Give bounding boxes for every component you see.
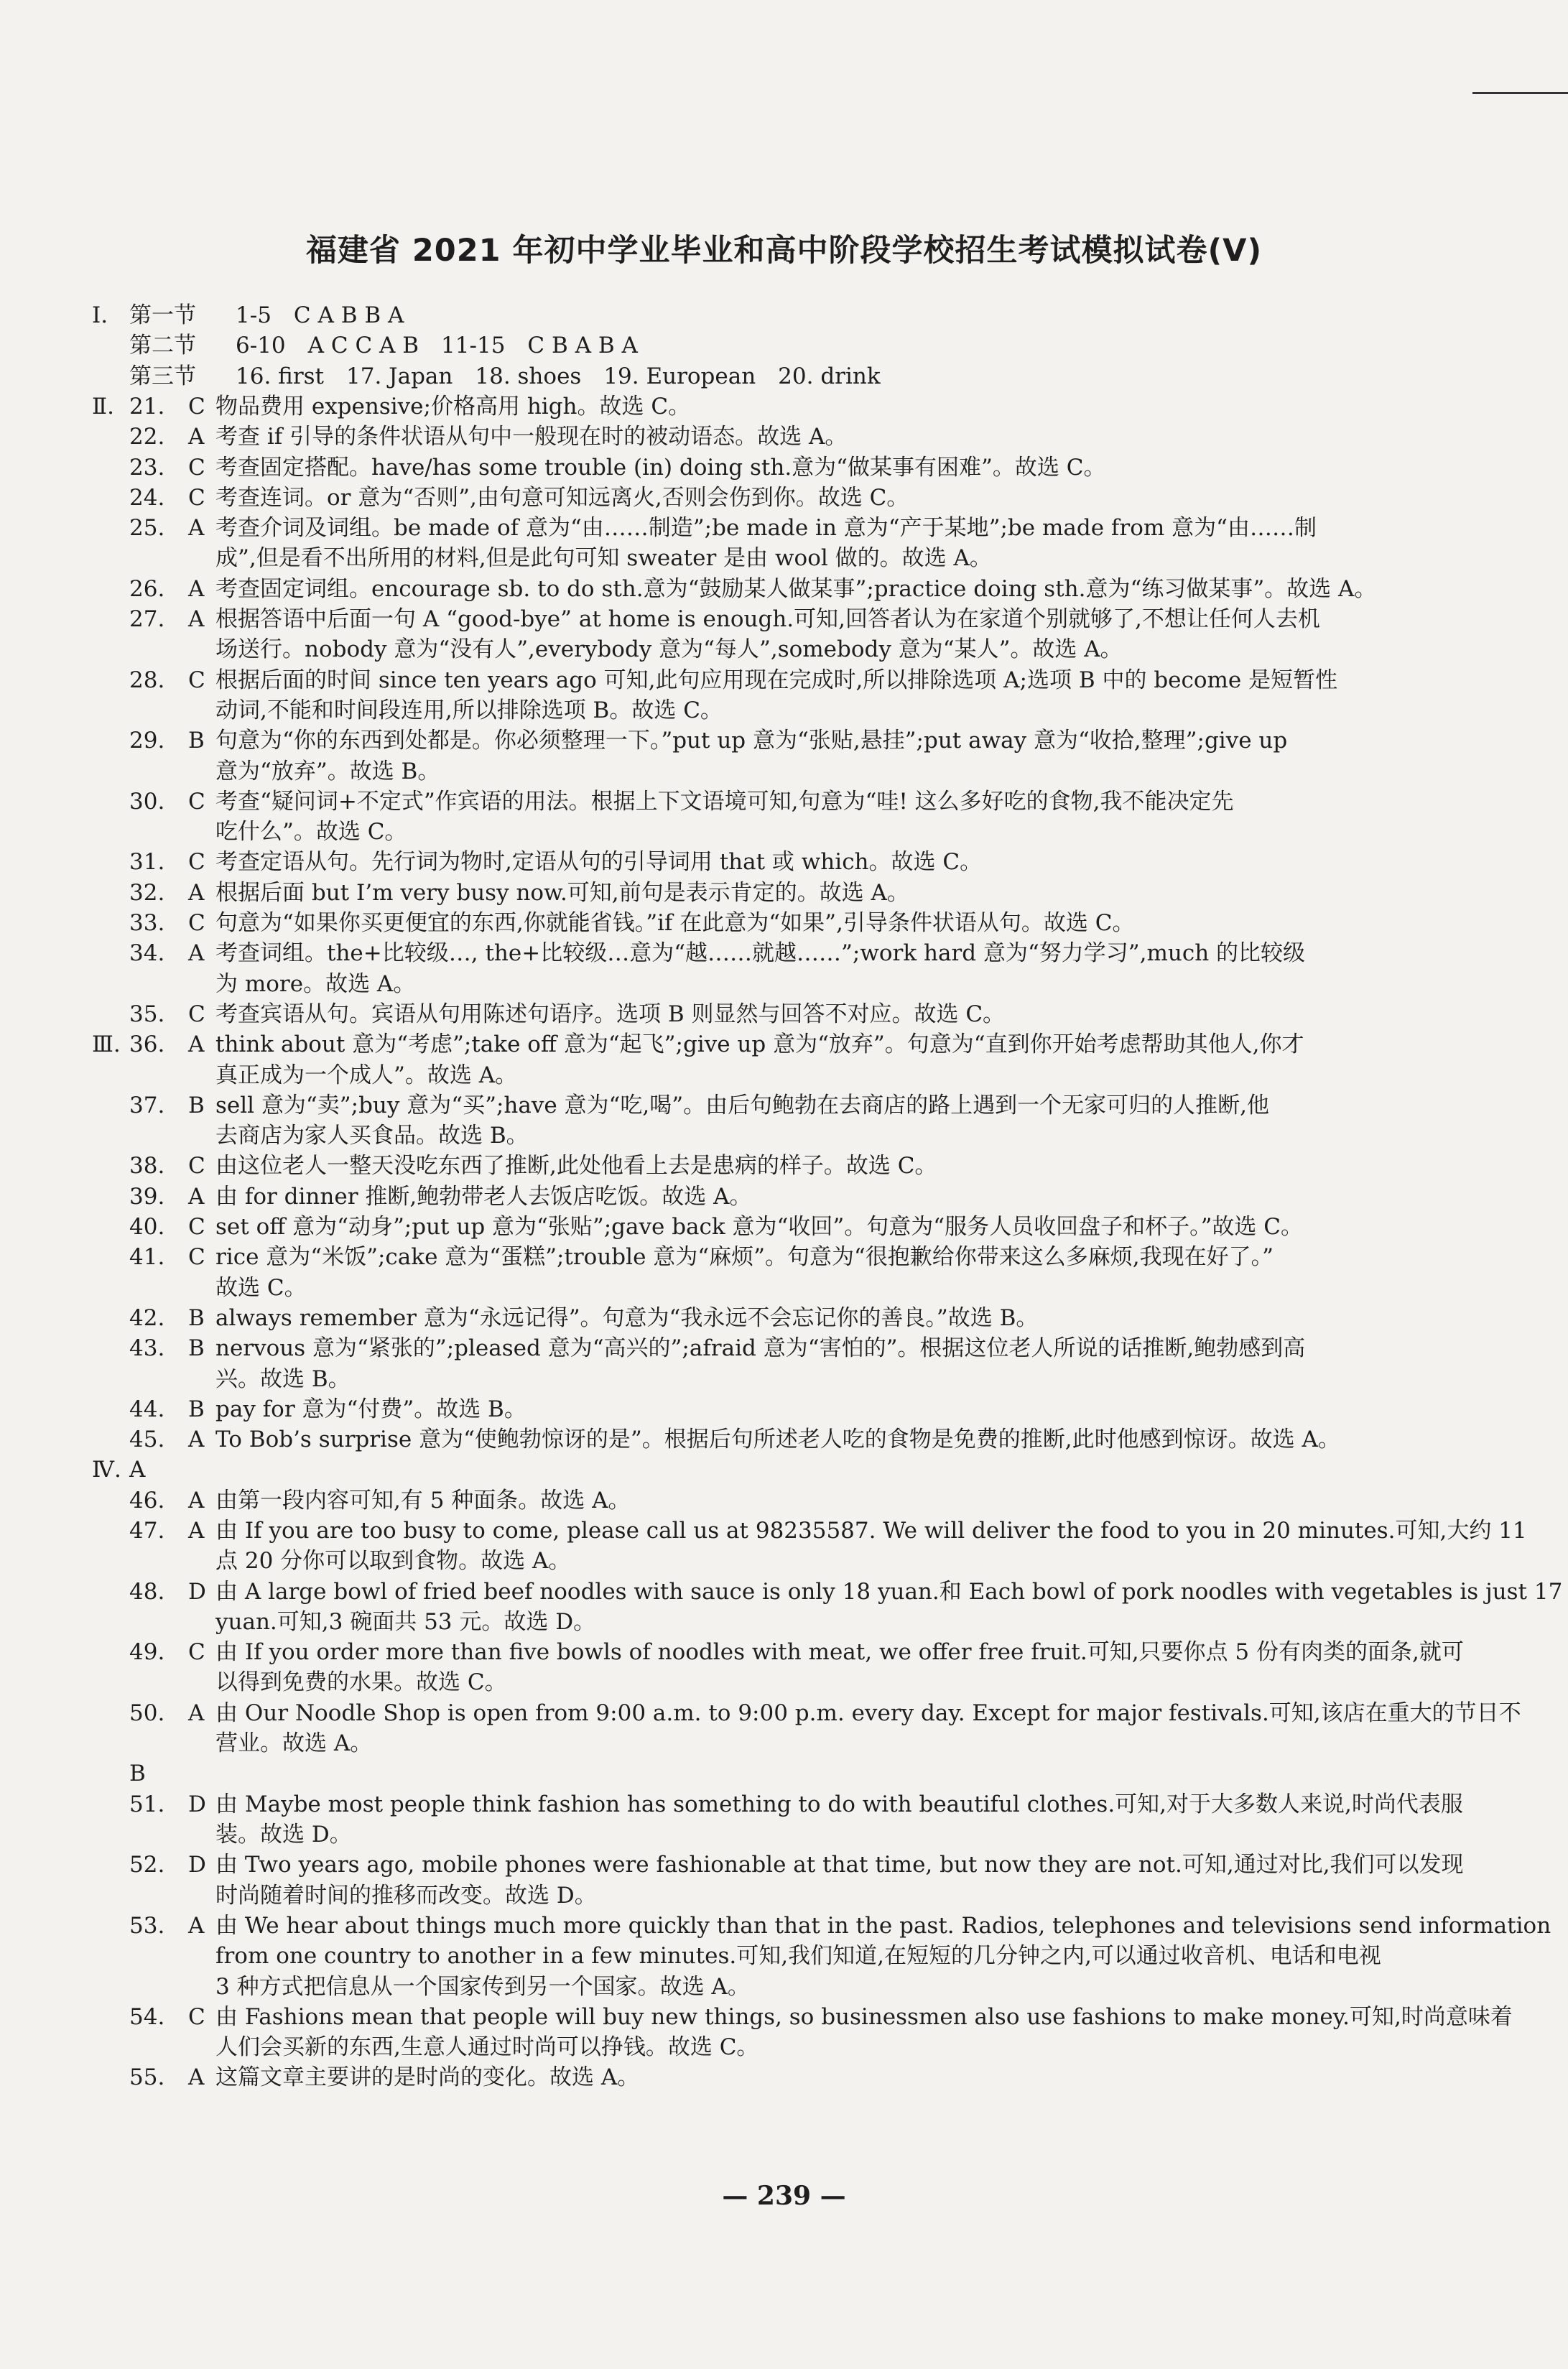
explanation-text: 考查介词及词组。be made of 意为“由……制造”;be made in 意为“产于某地”;be made from 意为“由……制 [215, 515, 1317, 541]
section-numeral: Ⅳ. [92, 1457, 121, 1483]
explanation-text: 场送行。nobody 意为“没有人”,everybody 意为“每人”,somebody 意为“某人”。故选 A。 [215, 636, 1123, 662]
explanation-text: 由 Two years ago, mobile phones were fashionable at that time, but now they are not.可知,通过对比,我们可以发现 [215, 1852, 1464, 1878]
explanation-text: 句意为“如果你买更便宜的东西,你就能省钱。”if 在此意为“如果”,引导条件状语从句。故选 C。 [215, 910, 1135, 936]
page-number: — 239 — [722, 2181, 846, 2211]
answer-letter: C [188, 485, 205, 511]
answer-letter: B [188, 1305, 205, 1331]
section-numeral: Ⅱ. [92, 394, 114, 419]
explanation-text: 1-5 C A B B A [236, 302, 404, 328]
item-number: A [129, 1457, 146, 1483]
explanation-text: 考查宾语从句。宾语从句用陈述句语序。选项 B 则显然与回答不对应。故选 C。 [215, 1001, 1006, 1027]
item-number: 52. [129, 1852, 165, 1878]
item-number: 27. [129, 606, 165, 632]
item-number: 42. [129, 1305, 165, 1331]
answer-letter: C [188, 849, 205, 875]
item-number: 37. [129, 1093, 165, 1118]
explanation-text: 考查“疑问词+不定式”作宾语的用法。根据上下文语境可知,句意为“哇! 这么多好吃的食物,我不能决定先 [215, 789, 1234, 815]
item-number: 50. [129, 1700, 165, 1726]
explanation-text: 考查连词。or 意为“否则”,由句意可知远离火,否则会伤到你。故选 C。 [215, 485, 909, 511]
corner-rule [1472, 92, 1568, 94]
answer-letter: C [188, 1001, 205, 1027]
item-number: 48. [129, 1579, 165, 1605]
item-number: 21. [129, 394, 165, 419]
explanation-text: 物品费用 expensive;价格高用 high。故选 C。 [215, 394, 691, 419]
item-number: 24. [129, 485, 165, 511]
explanation-text: 考查词组。the+比较级…, the+比较级…意为“越……就越……”;work hard 意为“努力学习”,much 的比较级 [215, 940, 1306, 966]
section-numeral: Ⅲ. [92, 1031, 121, 1057]
explanation-text: 为 more。故选 A。 [215, 971, 416, 997]
explanation-text: 考查固定词组。encourage sb. to do sth.意为“鼓励某人做某事”;practice doing sth.意为“练习做某事”。故选 A。 [215, 576, 1377, 602]
answer-letter: A [188, 1700, 205, 1726]
item-number: 35. [129, 1001, 165, 1027]
explanation-text: 时尚随着时间的推移而改变。故选 D。 [215, 1883, 597, 1909]
answer-letter: A [188, 1518, 205, 1544]
answer-letter: B [188, 1335, 205, 1361]
answer-letter: A [188, 1427, 205, 1452]
answer-letter: B [188, 1093, 205, 1118]
answer-letter: A [188, 940, 205, 966]
item-number: 45. [129, 1427, 165, 1452]
explanation-text: pay for 意为“付费”。故选 B。 [215, 1396, 526, 1422]
answer-letter: D [188, 1579, 206, 1605]
explanation-text: 营业。故选 A。 [215, 1730, 373, 1756]
explanation-text: 由 for dinner 推断,鲍勃带老人去饭店吃饭。故选 A。 [215, 1184, 752, 1210]
item-number: 55. [129, 2064, 165, 2090]
item-number: 40. [129, 1214, 165, 1240]
item-number: 30. [129, 789, 165, 815]
explanation-text: 真正成为一个成人”。故选 A。 [215, 1062, 518, 1088]
answer-letter: B [188, 1396, 205, 1422]
explanation-text: rice 意为“米饭”;cake 意为“蛋糕”;trouble 意为“麻烦”。句意为“很抱歉给你带来这么多麻烦,我现在好了。” [215, 1244, 1274, 1270]
explanation-text: 由 We hear about things much more quickly than that in the past. Radios, telephones and televisions send information [215, 1913, 1551, 1939]
answer-letter: C [188, 1639, 205, 1665]
item-number: 41. [129, 1244, 165, 1270]
item-number: 43. [129, 1335, 165, 1361]
answer-letter: C [188, 1153, 205, 1179]
item-number: 29. [129, 728, 165, 754]
explanation-text: 根据答语中后面一句 A “good-bye” at home is enough.可知,回答者认为在家道个别就够了,不想让任何人去机 [215, 606, 1320, 632]
answer-letter: A [188, 1913, 205, 1939]
explanation-text: 由 A large bowl of fried beef noodles with sauce is only 18 yuan.和 Each bowl of pork noodles with vegetables is just 17 [215, 1579, 1563, 1605]
item-number: 38. [129, 1153, 165, 1179]
explanation-text: 由 Maybe most people think fashion has something to do with beautiful clothes.可知,对于大多数人来说,时尚代表服 [215, 1791, 1463, 1817]
explanation-text: 句意为“你的东西到处都是。你必须整理一下。”put up 意为“张贴,悬挂”;put away 意为“收拾,整理”;give up [215, 728, 1288, 754]
item-number: 22. [129, 424, 165, 450]
item-number: 32. [129, 880, 165, 906]
item-number: 46. [129, 1488, 165, 1513]
explanation-text: 根据后面 but I’m very busy now.可知,前句是表示肯定的。故选 A。 [215, 880, 909, 906]
answer-letter: C [188, 1244, 205, 1270]
item-number: 39. [129, 1184, 165, 1210]
item-number: 47. [129, 1518, 165, 1544]
explanation-text: 人们会买新的东西,生意人通过时尚可以挣钱。故选 C。 [215, 2034, 759, 2060]
explanation-text: 考查固定搭配。have/has some trouble (in) doing sth.意为“做某事有困难”。故选 C。 [215, 455, 1106, 481]
item-number: 第二节 [129, 333, 196, 358]
explanation-text: always remember 意为“永远记得”。句意为“我永远不会忘记你的善良。”故选 B。 [215, 1305, 1039, 1331]
item-number: 36. [129, 1031, 165, 1057]
answer-letter: C [188, 910, 205, 936]
explanation-text: 由 If you order more than five bowls of noodles with meat, we offer free fruit.可知,只要你点 5 份有肉类的面条,就可 [215, 1639, 1464, 1665]
explanation-text: 由 Fashions mean that people will buy new things, so businessmen also use fashions to make money.可知,时尚意味着 [215, 2004, 1513, 2030]
explanation-text: 6-10 A C C A B 11-15 C B A B A [236, 333, 638, 358]
item-number: 25. [129, 515, 165, 541]
answer-letter: C [188, 1214, 205, 1240]
explanation-text: 以得到免费的水果。故选 C。 [215, 1669, 507, 1695]
answer-letter: C [188, 2004, 205, 2030]
explanation-text: 点 20 分你可以取到食物。故选 A。 [215, 1548, 571, 1574]
explanation-text: 装。故选 D。 [215, 1822, 352, 1848]
answer-letter: A [188, 576, 205, 602]
answer-letter: A [188, 880, 205, 906]
explanation-text: To Bob’s surprise 意为“使鲍勃惊讶的是”。根据后句所述老人吃的食物是免费的推断,此时他感到惊讶。故选 A。 [215, 1427, 1340, 1452]
explanation-text: 由这位老人一整天没吃东西了推断,此处他看上去是患病的样子。故选 C。 [215, 1153, 937, 1179]
item-number: 26. [129, 576, 165, 602]
answer-letter: C [188, 394, 205, 419]
answer-letter: C [188, 667, 205, 693]
item-number: 53. [129, 1913, 165, 1939]
explanation-text: 由第一段内容可知,有 5 种面条。故选 A。 [215, 1488, 631, 1513]
answer-letter: D [188, 1852, 206, 1878]
item-number: 23. [129, 455, 165, 481]
explanation-text: nervous 意为“紧张的”;pleased 意为“高兴的”;afraid 意为“害怕的”。根据这位老人所说的话推断,鲍勃感到高 [215, 1335, 1306, 1361]
item-number: 49. [129, 1639, 165, 1665]
explanation-text: 3 种方式把信息从一个国家传到另一个国家。故选 A。 [215, 1974, 750, 2000]
answer-letter: A [188, 1488, 205, 1513]
answer-letter: A [188, 2064, 205, 2090]
item-number: 54. [129, 2004, 165, 2030]
item-number: 51. [129, 1791, 165, 1817]
item-number: 28. [129, 667, 165, 693]
answer-letter: C [188, 455, 205, 481]
answer-letter: A [188, 515, 205, 541]
explanation-text: sell 意为“卖”;buy 意为“买”;have 意为“吃,喝”。由后句鲍勃在去商店的路上遇到一个无家可归的人推断,他 [215, 1093, 1269, 1118]
page-title: 福建省 2021 年初中学业毕业和高中阶段学校招生考试模拟试卷(Ⅴ) [305, 233, 1263, 269]
explanation-text: 考查定语从句。先行词为物时,定语从句的引导词用 that 或 which。故选 C。 [215, 849, 983, 875]
explanation-text: 动词,不能和时间段连用,所以排除选项 B。故选 C。 [215, 697, 723, 723]
explanation-text: 故选 C。 [215, 1275, 307, 1301]
answer-letter: A [188, 424, 205, 450]
explanation-text: set off 意为“动身”;put up 意为“张贴”;gave back 意为“收回”。句意为“服务人员收回盘子和杯子。”故选 C。 [215, 1214, 1304, 1240]
answer-letter: A [188, 1031, 205, 1057]
explanation-text: 由 If you are too busy to come, please call us at 98235587. We will deliver the food to you in 20 minutes.可知,大约 11 [215, 1518, 1527, 1544]
explanation-text: 由 Our Noodle Shop is open from 9:00 a.m. to 9:00 p.m. every day. Except for major festivals.可知,该店在重大的节日不 [215, 1700, 1521, 1726]
explanation-text: 兴。故选 B。 [215, 1366, 351, 1392]
explanation-text: 成”,但是看不出所用的材料,但是此句可知 sweater 是由 wool 做的。故选 A。 [215, 545, 992, 571]
section-numeral: Ⅰ. [92, 302, 108, 328]
item-number: 31. [129, 849, 165, 875]
explanation-text: yuan.可知,3 碗面共 53 元。故选 D。 [215, 1609, 596, 1635]
explanation-text: 16. first 17. Japan 18. shoes 19. European 20. drink [236, 363, 881, 389]
answer-letter: D [188, 1791, 206, 1817]
item-number: B [129, 1761, 146, 1786]
answer-letter: C [188, 789, 205, 815]
explanation-text: 考查 if 引导的条件状语从句中一般现在时的被动语态。故选 A。 [215, 424, 848, 450]
explanation-text: 意为“放弃”。故选 B。 [215, 759, 440, 784]
answer-letter: A [188, 1184, 205, 1210]
item-number: 44. [129, 1396, 165, 1422]
item-number: 33. [129, 910, 165, 936]
item-number: 34. [129, 940, 165, 966]
explanation-text: 去商店为家人买食品。故选 B。 [215, 1123, 529, 1149]
explanation-text: 这篇文章主要讲的是时尚的变化。故选 A。 [215, 2064, 640, 2090]
explanation-text: think about 意为“考虑”;take off 意为“起飞”;give up 意为“放弃”。句意为“直到你开始考虑帮助其他人,你才 [215, 1031, 1304, 1057]
item-number: 第三节 [129, 363, 196, 389]
explanation-text: 根据后面的时间 since ten years ago 可知,此句应用现在完成时,所以排除选项 A;选项 B 中的 become 是短暂性 [215, 667, 1338, 693]
item-number: 第一节 [129, 302, 196, 328]
explanation-text: 吃什么”。故选 C。 [215, 819, 407, 845]
answer-letter: B [188, 728, 205, 754]
answer-letter: A [188, 606, 205, 632]
explanation-text: from one country to another in a few minutes.可知,我们知道,在短短的几分钟之内,可以通过收音机、电话和电视 [215, 1943, 1381, 1969]
